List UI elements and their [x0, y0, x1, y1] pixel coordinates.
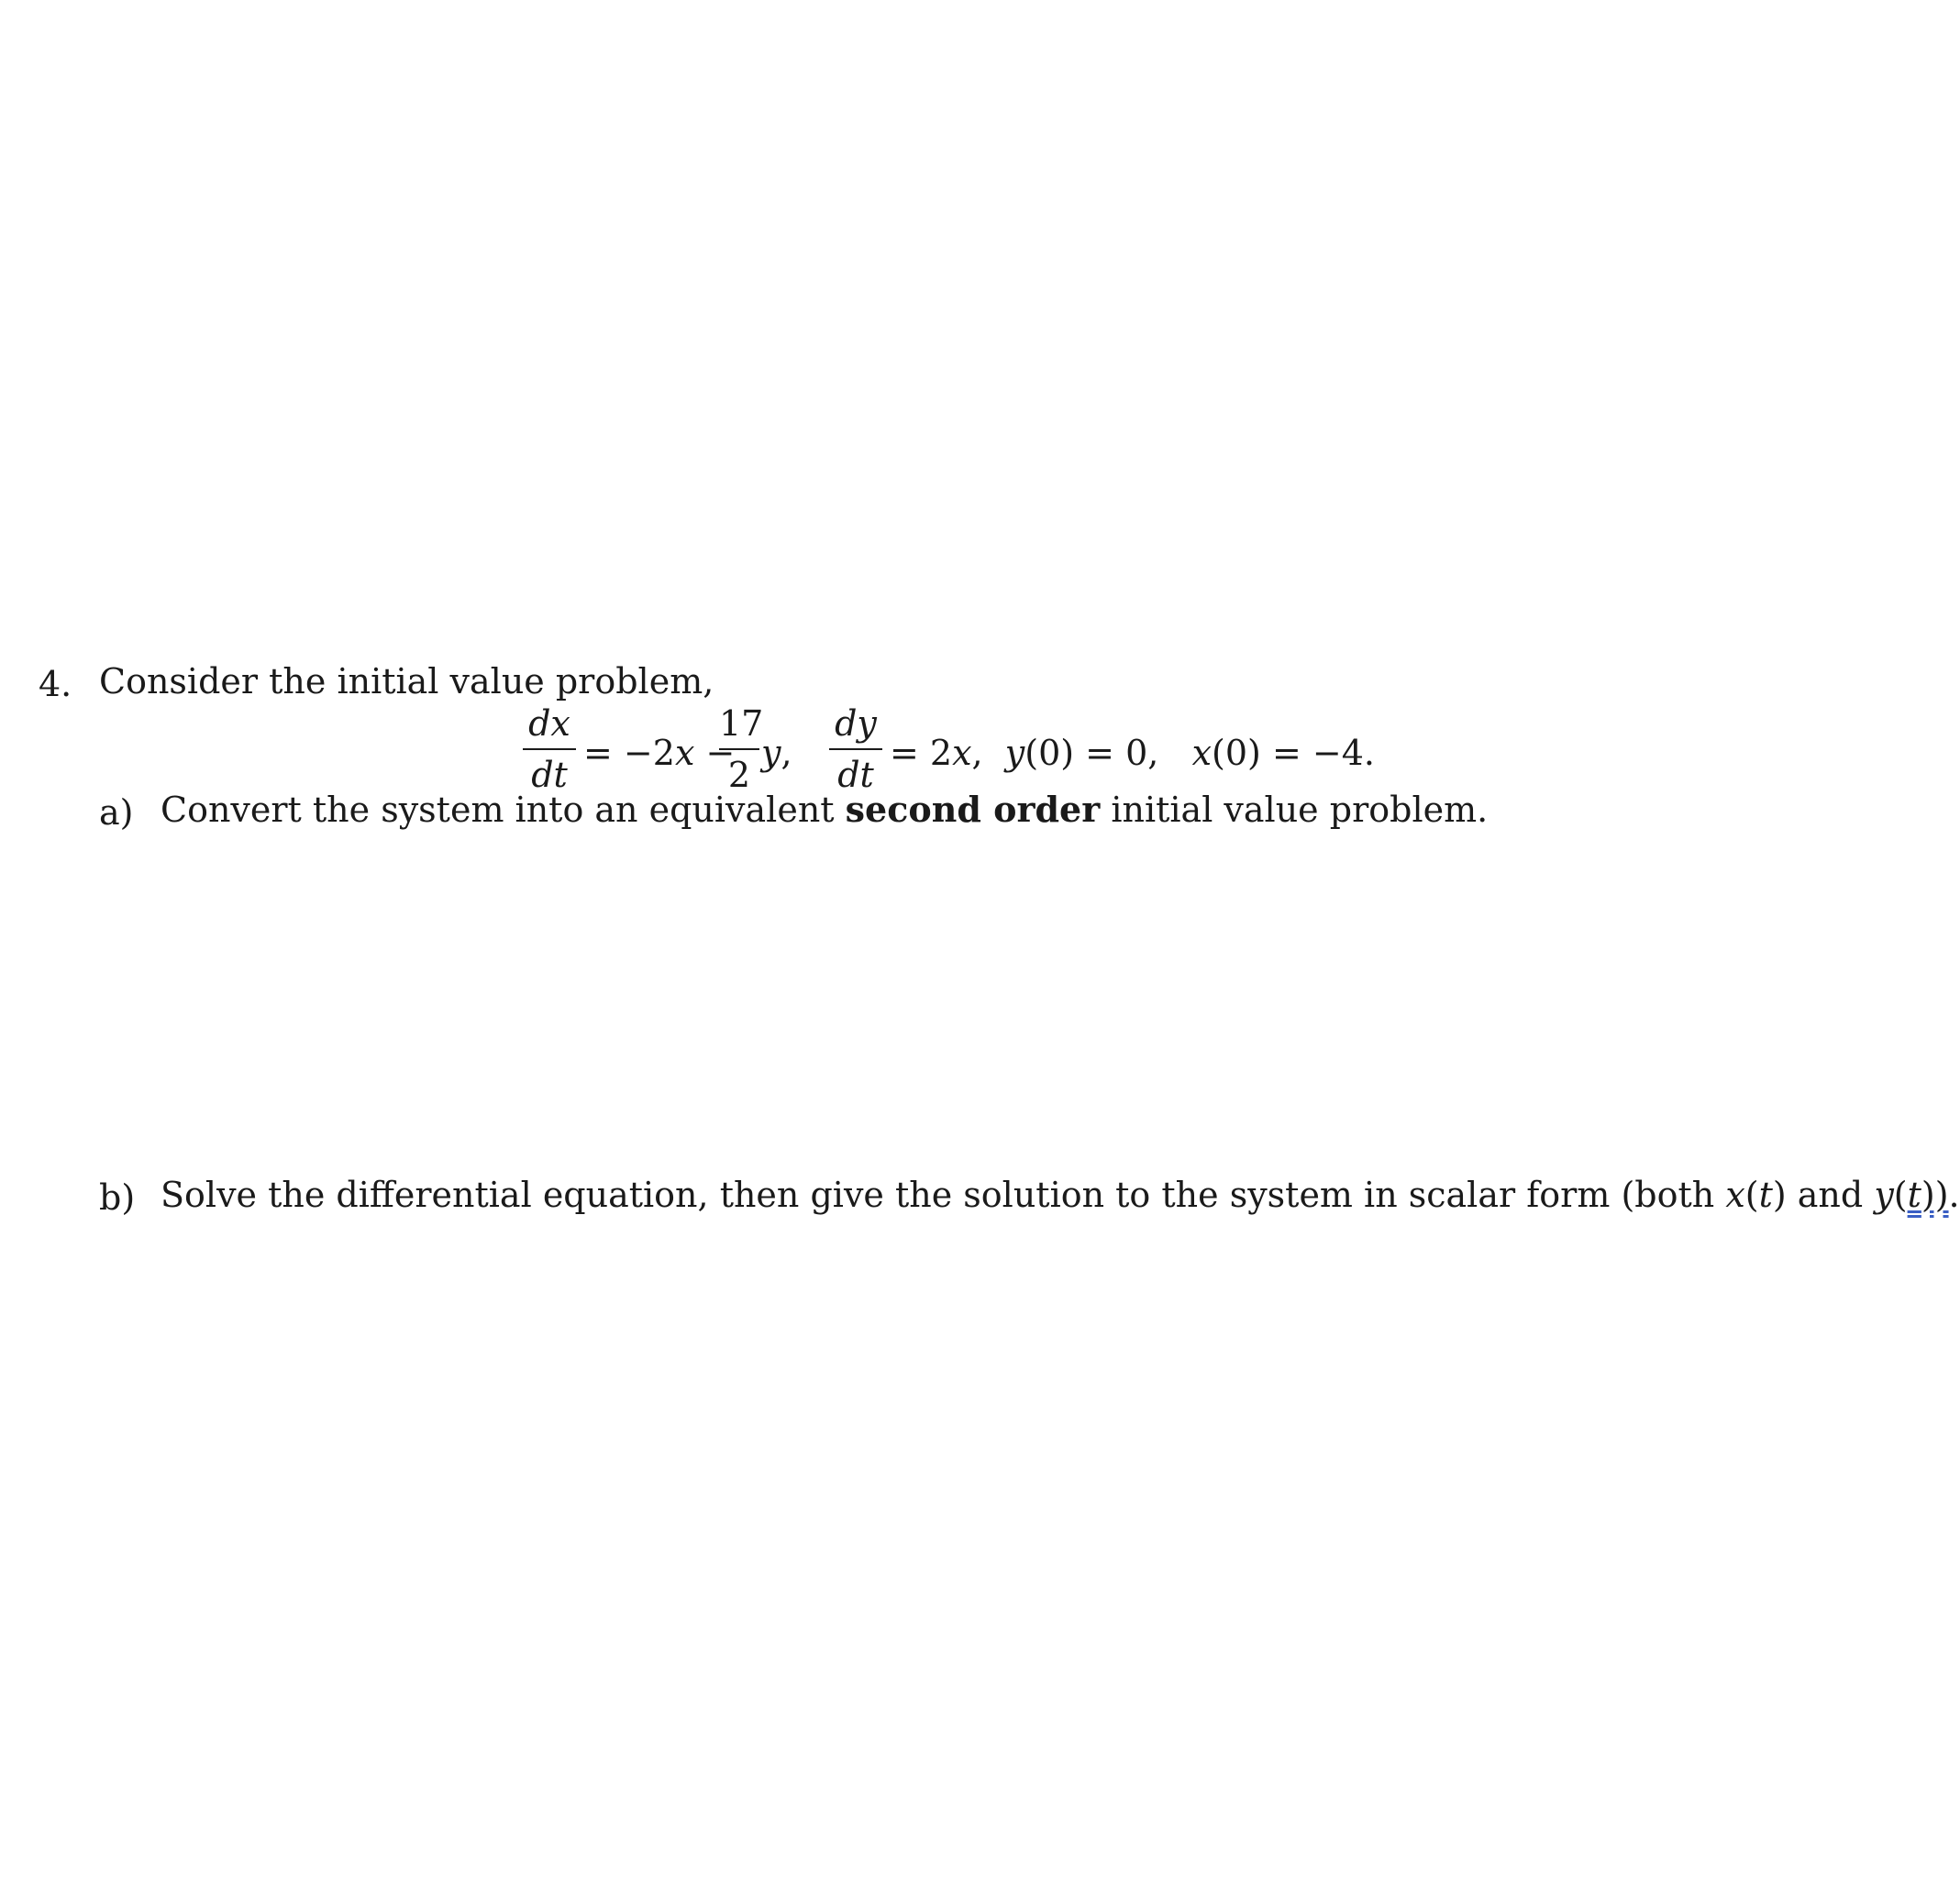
fraction-dx-dt — [523, 703, 576, 795]
part-b-x-open: ( — [1744, 1175, 1759, 1215]
initial-condition-x: (0) = −4. — [1212, 733, 1375, 773]
part-b-x-close: ) — [1772, 1175, 1787, 1215]
part-b-end: . — [1948, 1175, 1960, 1215]
equation-operator: − — [694, 733, 736, 773]
part-b-y-variable: y — [1874, 1175, 1894, 1215]
initial-condition-x-variable: x — [1191, 733, 1213, 773]
initial-condition-y-variable: y — [1004, 733, 1025, 773]
equation-system — [523, 703, 1440, 795]
fraction-numerator: dy — [835, 703, 877, 744]
equation-rhs-2 — [890, 733, 1375, 773]
fraction-bar — [829, 748, 882, 750]
fraction-bar — [523, 748, 576, 750]
fraction-denominator: 2 — [727, 755, 751, 795]
part-b-y-open: ( — [1893, 1175, 1908, 1215]
equation-variable: y — [761, 733, 781, 773]
equation-text: = −2 — [583, 733, 675, 773]
part-b-x-variable: x — [1725, 1175, 1745, 1215]
fraction-numerator: dx — [528, 703, 570, 744]
fraction-bar — [719, 748, 759, 750]
question-intro: Consider the initial value problem, — [99, 661, 714, 701]
part-b-x-t: t — [1758, 1175, 1773, 1215]
part-b-and: and — [1786, 1175, 1875, 1215]
part-b-text — [161, 1175, 1960, 1215]
part-a-emphasis: second order — [845, 789, 1101, 830]
part-a-text-end: initial value problem. — [1100, 790, 1489, 830]
part-a-label: a) — [99, 792, 134, 833]
equation-punctuation: , — [781, 733, 792, 773]
initial-condition-y: (0) = 0, — [1024, 733, 1192, 773]
fraction-17-over-2 — [719, 703, 764, 795]
part-a-text — [161, 789, 1489, 830]
part-a-text-start: Convert the system into an equivalent — [161, 790, 846, 830]
fraction-dy-dt — [829, 703, 882, 795]
part-b-text-start: Solve the differential equation, then give the solution to the system in scalar form (both — [161, 1175, 1726, 1215]
part-b-y-t: t — [1907, 1175, 1921, 1215]
fraction-denominator: dt — [531, 755, 568, 795]
fraction-numerator: 17 — [719, 703, 764, 744]
equation-variable: x — [952, 733, 972, 773]
part-b-label: b) — [99, 1177, 136, 1218]
equation-text: = 2 — [890, 733, 953, 773]
fraction-denominator: dt — [837, 755, 874, 795]
part-b-y-arg-underlined — [1908, 1175, 1949, 1215]
part-b-y-close: )) — [1921, 1175, 1949, 1215]
equation-variable: x — [674, 733, 695, 773]
question-number: 4. — [39, 664, 72, 704]
equation-y-term — [761, 733, 792, 773]
equation-rhs-1 — [583, 733, 736, 773]
equation-punctuation: , — [971, 733, 1005, 773]
